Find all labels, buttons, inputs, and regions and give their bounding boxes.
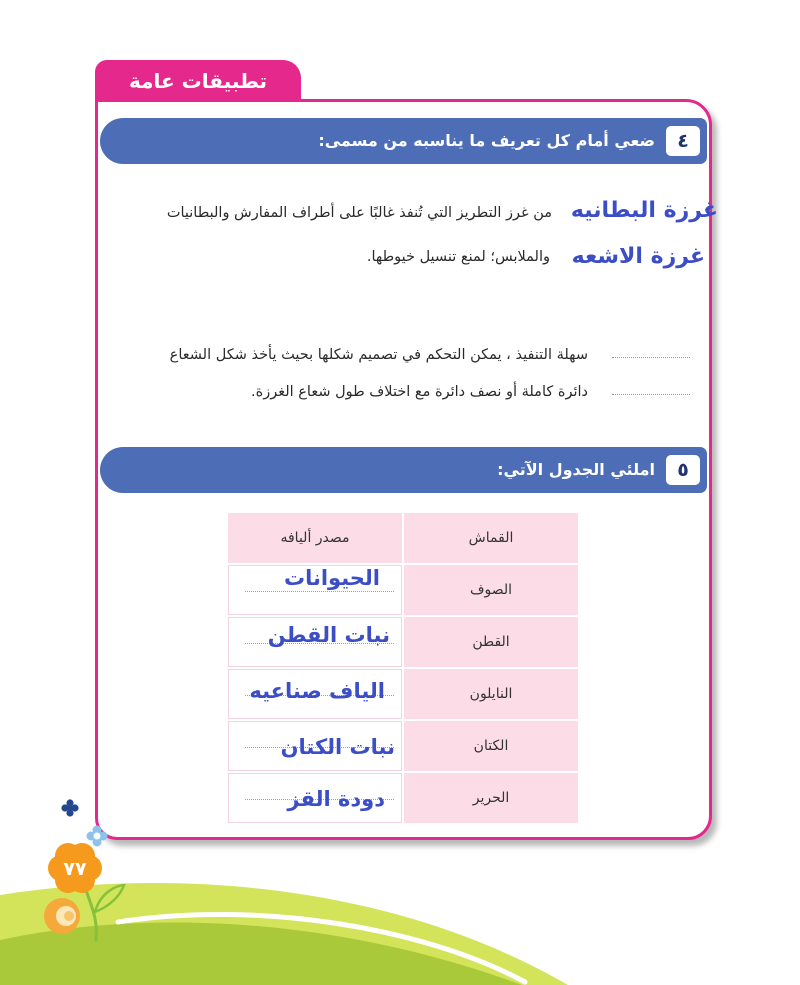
table-cell-fiber-source bbox=[228, 669, 402, 719]
question-5-number: ٥ bbox=[666, 455, 700, 485]
section-tab-title: تطبيقات عامة bbox=[129, 69, 267, 93]
handwritten-fiber-source: نبات القطن bbox=[267, 623, 390, 647]
dark-blue-flower-icon bbox=[61, 799, 78, 816]
fabric-name: النايلون bbox=[469, 686, 513, 702]
fabric-name: الحرير bbox=[472, 790, 510, 806]
fabric-name: الكتان bbox=[473, 738, 509, 754]
answer-blank-line bbox=[612, 357, 690, 358]
question-4-instruction: ضعي أمام كل تعريف ما يناسبه من مسمى: bbox=[318, 131, 655, 150]
answer-blank-line bbox=[245, 591, 394, 592]
table-header-fabric bbox=[404, 513, 578, 563]
section-tab bbox=[95, 60, 301, 102]
table-cell-fabric bbox=[404, 565, 578, 615]
table-header-fabric-label: القماش bbox=[468, 530, 514, 546]
fabric-name: الصوف bbox=[469, 582, 513, 598]
table-cell-fabric bbox=[404, 617, 578, 667]
definition-1-line-2: والملابس؛ لمنع تنسيل خيوطها. bbox=[366, 249, 550, 265]
definition-2-line-1: سهلة التنفيذ ، يمكن التحكم في تصميم شكلها بحيث يأخذ شكل الشعاع bbox=[169, 347, 588, 363]
orange-bud-icon bbox=[44, 898, 80, 934]
definition-2-line-2: دائرة كاملة أو نصف دائرة مع اختلاف طول شعاع الغرزة. bbox=[251, 384, 588, 400]
page-decoration bbox=[0, 790, 800, 985]
handwritten-fiber-source: الياف صناعيه bbox=[249, 679, 385, 703]
handwritten-answer-2: غرزة الاشعه bbox=[571, 244, 705, 269]
handwritten-fiber-source: دودة القز bbox=[287, 787, 385, 811]
answer-blank-line bbox=[612, 394, 690, 395]
table-cell-fabric bbox=[404, 669, 578, 719]
question-4-number: ٤ bbox=[666, 126, 700, 156]
handwritten-fiber-source: نبات الكتان bbox=[280, 735, 395, 759]
table-cell-fabric bbox=[404, 721, 578, 771]
table-cell-fiber-source bbox=[228, 721, 402, 771]
fabric-name: القطن bbox=[472, 634, 510, 650]
table-header-fiber-source-label: مصدر أليافه bbox=[280, 530, 350, 546]
question-4-bar bbox=[100, 118, 707, 164]
definition-1-line-1: من غرز التطريز التي تُنفذ غالبًا على أطراف المفارش والبطانيات bbox=[166, 205, 552, 221]
fiber-table bbox=[228, 513, 578, 823]
handwritten-fiber-source: الحيوانات bbox=[283, 566, 380, 590]
handwritten-answer-1: غرزة البطانيه bbox=[570, 198, 718, 223]
question-5-instruction: املئي الجدول الآتي: bbox=[497, 460, 655, 479]
question-5-bar bbox=[100, 447, 707, 493]
table-header-fiber-source bbox=[228, 513, 402, 563]
light-blue-flower-icon bbox=[87, 826, 108, 847]
page-number: ٧٧ bbox=[63, 858, 87, 880]
table-cell-fiber-source bbox=[228, 617, 402, 667]
table-cell-fiber-source bbox=[228, 565, 402, 615]
